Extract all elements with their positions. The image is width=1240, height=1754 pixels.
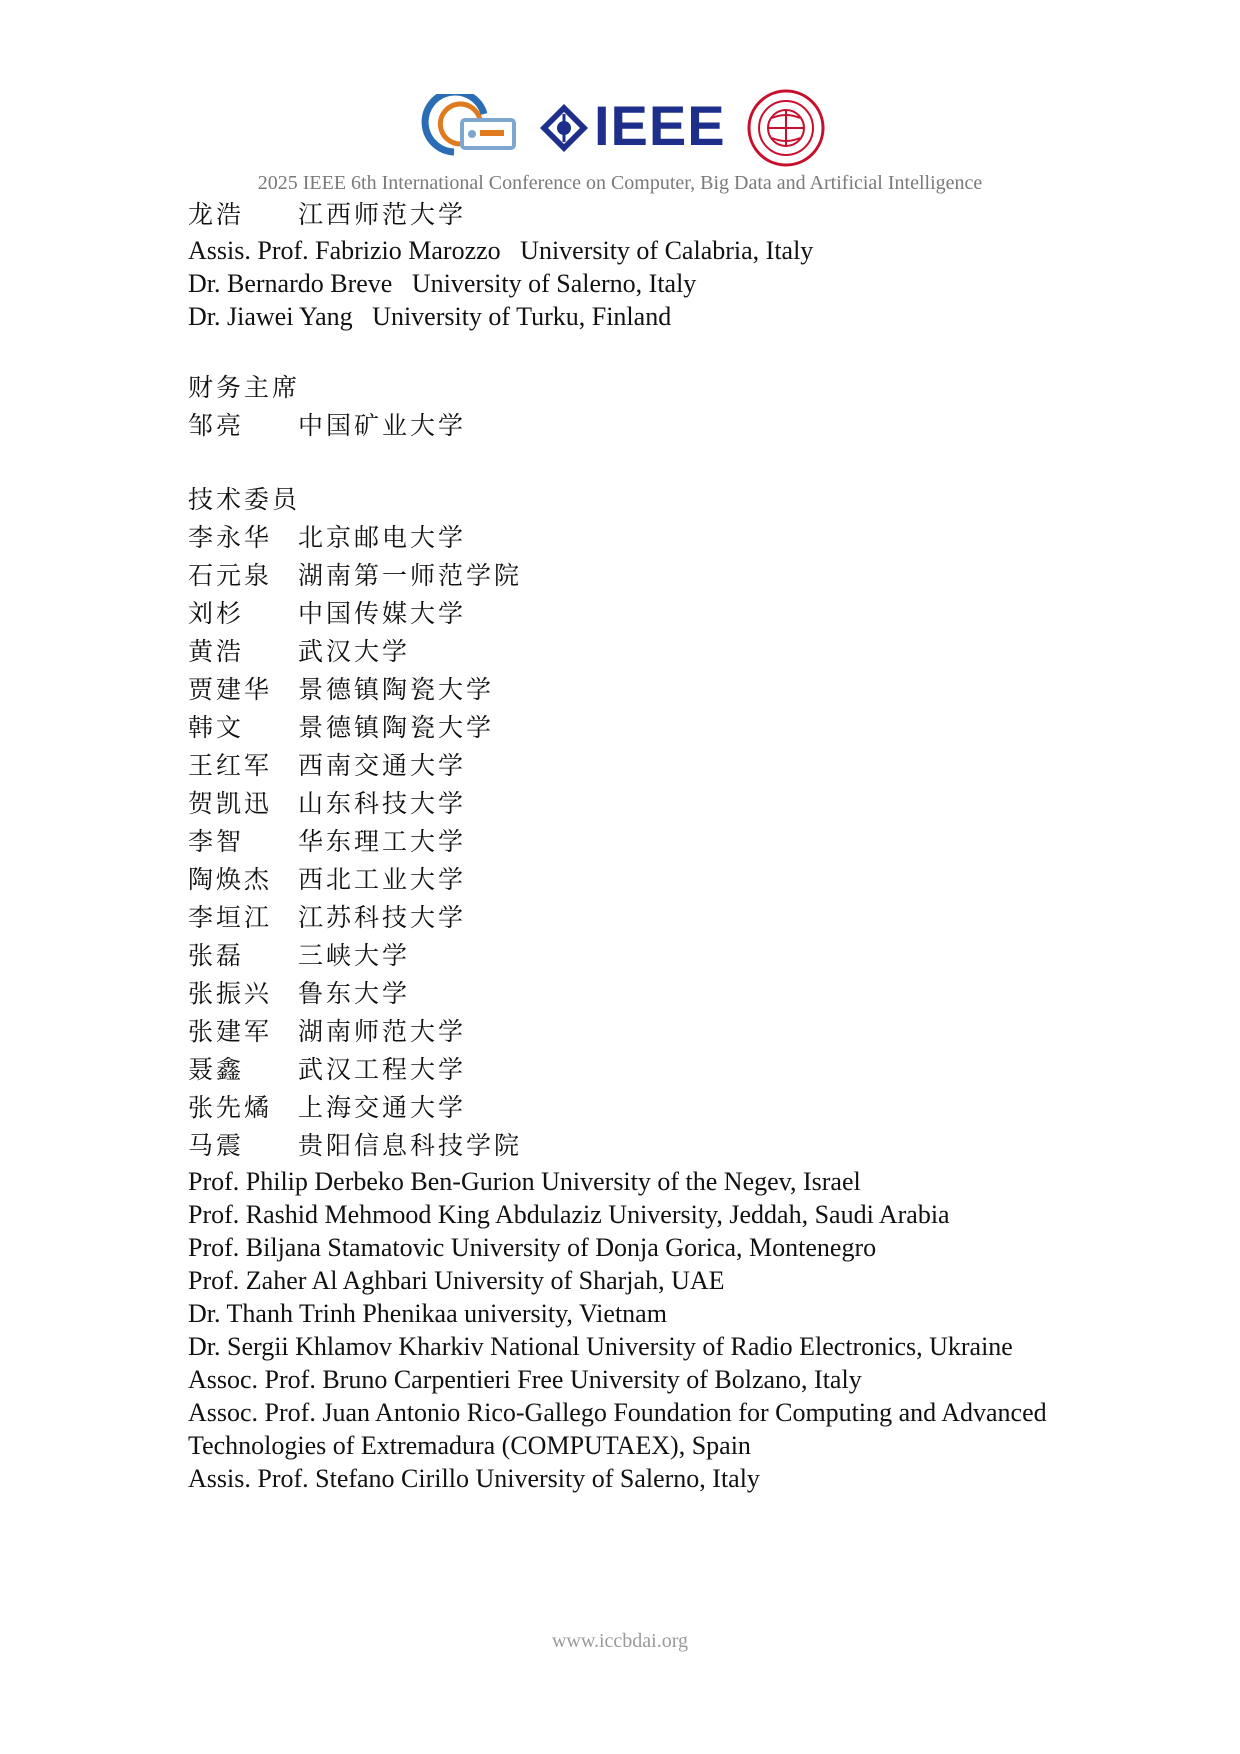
member-name: 聂鑫 (188, 1055, 245, 1084)
member-row-zh (188, 407, 1088, 445)
member-row-en: Dr. Sergii Khlamov Kharkiv National University of Radio Electronics, Ukraine (188, 1332, 1013, 1361)
section-heading-finance: 财务主席 (188, 373, 301, 402)
member-affiliation: 西北工业大学 (298, 865, 467, 894)
spacer (188, 333, 1088, 369)
member-name: 陶焕杰 (188, 865, 273, 894)
member-name: 黄浩 (188, 637, 245, 666)
member-affiliation: 上海交通大学 (298, 1093, 467, 1122)
member-affiliation: 江西师范大学 (298, 200, 467, 229)
member-row-zh (188, 519, 1088, 557)
member-row-zh (188, 747, 1088, 785)
member-name: 刘杉 (188, 599, 245, 628)
member-affiliation: 景德镇陶瓷大学 (298, 675, 495, 704)
member-name: 张先燏 (188, 1093, 273, 1122)
ieee-diamond-icon (538, 102, 590, 154)
member-row-en: Dr. Thanh Trinh Phenikaa university, Vietnam (188, 1299, 667, 1328)
member-affiliation: 中国传媒大学 (298, 599, 467, 628)
member-row-en: Assis. Prof. Fabrizio Marozzo University of Calabria, Italy (188, 236, 814, 265)
member-affiliation: 武汉大学 (298, 637, 411, 666)
member-affiliation: 鲁东大学 (298, 979, 411, 1008)
member-row-zh (188, 861, 1088, 899)
member-row-en: Assis. Prof. Stefano Cirillo University of Salerno, Italy (188, 1464, 760, 1493)
member-name: 马震 (188, 1131, 245, 1160)
member-row-zh (188, 823, 1088, 861)
member-row-zh (188, 196, 1088, 234)
member-name: 韩文 (188, 713, 245, 742)
member-row-en: Prof. Biljana Stamatovic University of Donja Gorica, Montenegro (188, 1233, 877, 1262)
member-name: 王红军 (188, 751, 273, 780)
member-row-zh (188, 785, 1088, 823)
member-affiliation: 西南交通大学 (298, 751, 467, 780)
member-row-zh (188, 557, 1088, 595)
member-name: 龙浩 (188, 200, 245, 229)
member-row-zh (188, 937, 1088, 975)
member-name: 石元泉 (188, 561, 273, 590)
member-affiliation: 湖南第一师范学院 (298, 561, 523, 590)
footer-url: www.iccbdai.org (551, 1630, 689, 1652)
member-affiliation: 华东理工大学 (298, 827, 467, 856)
member-row-zh (188, 1013, 1088, 1051)
member-affiliation: 湖南师范大学 (298, 1017, 467, 1046)
member-row-en: Dr. Bernardo Breve University of Salerno, Italy (188, 269, 697, 298)
member-affiliation: 北京邮电大学 (298, 523, 467, 552)
member-affiliation: 景德镇陶瓷大学 (298, 713, 495, 742)
member-affiliation: 三峡大学 (298, 941, 411, 970)
member-affiliation: 江苏科技大学 (298, 903, 467, 932)
member-row-zh (188, 595, 1088, 633)
member-row-zh (188, 1127, 1088, 1165)
spacer (188, 445, 1088, 481)
conference-logo-icon (414, 94, 524, 160)
university-seal-icon (746, 88, 826, 168)
member-name: 李垣江 (188, 903, 273, 932)
member-row-en: Prof. Zaher Al Aghbari University of Sharjah, UAE (188, 1266, 725, 1295)
member-name: 邹亮 (188, 411, 245, 440)
member-row-en: Prof. Rashid Mehmood King Abdulaziz University, Jeddah, Saudi Arabia (188, 1200, 950, 1229)
member-row-zh (188, 709, 1088, 747)
member-row-en: Assoc. Prof. Juan Antonio Rico-Gallego Foundation for Computing and Advanced Technologies of Extremadura (COMPUTAEX), Spain (188, 1398, 1047, 1460)
member-affiliation: 贵阳信息科技学院 (298, 1131, 523, 1160)
technical-members-en (188, 1165, 1088, 1495)
ieee-logo (538, 94, 728, 157)
technical-members-zh (188, 519, 1088, 1165)
ieee-logo-text: IEEE (594, 94, 726, 157)
member-name: 李智 (188, 827, 245, 856)
member-row-zh (188, 1051, 1088, 1089)
member-name: 张建军 (188, 1017, 273, 1046)
member-name: 李永华 (188, 523, 273, 552)
member-affiliation: 中国矿业大学 (298, 411, 467, 440)
member-affiliation: 武汉工程大学 (298, 1055, 467, 1084)
member-row-zh (188, 1089, 1088, 1127)
member-row-zh (188, 633, 1088, 671)
member-row-en: Dr. Jiawei Yang University of Turku, Finland (188, 302, 672, 331)
member-row-en: Assoc. Prof. Bruno Carpentieri Free University of Bolzano, Italy (188, 1365, 862, 1394)
member-row-zh (188, 975, 1088, 1013)
section-heading-technical: 技术委员 (188, 485, 301, 514)
member-affiliation: 山东科技大学 (298, 789, 467, 818)
member-name: 贾建华 (188, 675, 273, 704)
member-name: 张磊 (188, 941, 245, 970)
member-row-en: Prof. Philip Derbeko Ben-Gurion University of the Negev, Israel (188, 1167, 861, 1196)
member-name: 贺凯迅 (188, 789, 273, 818)
member-row-zh (188, 899, 1088, 937)
committee-list (188, 196, 1088, 1495)
header-logos (0, 88, 1240, 168)
member-name: 张振兴 (188, 979, 273, 1008)
conference-title: 2025 IEEE 6th International Conference on Computer, Big Data and Artificial Intelligence (257, 172, 983, 194)
member-row-zh (188, 671, 1088, 709)
